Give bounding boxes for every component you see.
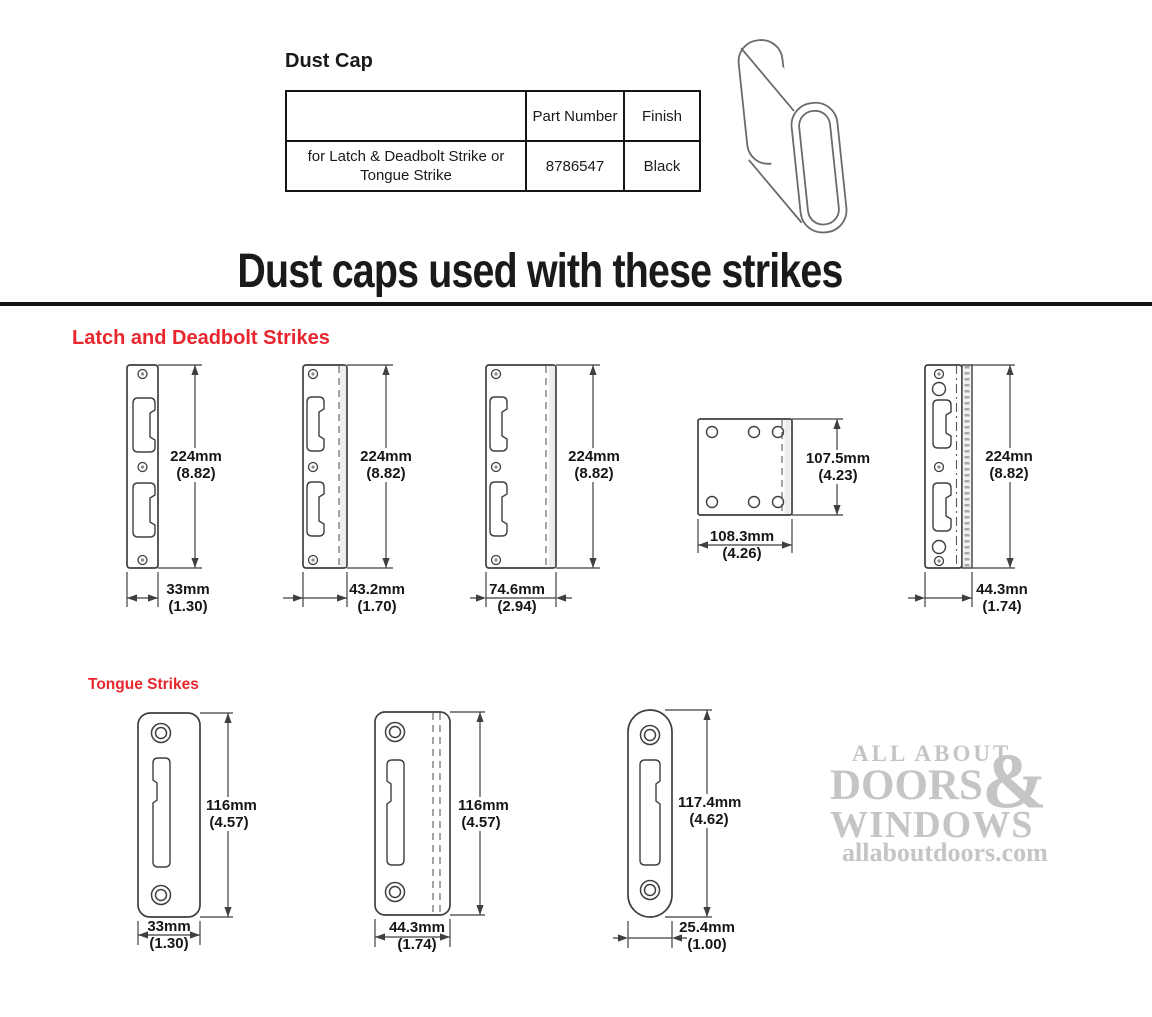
dim-in: (8.82) [160, 465, 232, 482]
table-header-part-number: Part Number [526, 91, 624, 141]
dim-mm: 44.3mn [976, 581, 1028, 598]
dim-mm: 33mm [166, 581, 210, 598]
dim-in: (1.74) [982, 598, 1022, 615]
dim-in: (2.94) [497, 598, 537, 615]
dim-mm: 108.3mm [709, 528, 775, 545]
cell-description: for Latch & Deadbolt Strike or Tongue Strike [286, 141, 526, 191]
dim-mm: 25.4mm [679, 919, 735, 936]
latch-3-width-label [482, 581, 552, 615]
dust-cap-title: Dust Cap [285, 50, 373, 72]
latch-strike-1-diagram [110, 360, 220, 610]
dim-mm: 44.3mm [389, 919, 445, 936]
dim-in: (1.70) [357, 598, 397, 615]
table-header-finish: Finish [624, 91, 700, 141]
tongue-2-width-label [386, 919, 448, 953]
latch-strike-3-diagram [470, 360, 610, 610]
dim-in: (1.30) [149, 935, 189, 952]
dim-mm: 116mm [458, 797, 509, 814]
watermark-line-3: WINDOWS [830, 804, 1034, 846]
dim-mm: 224mm [160, 448, 232, 465]
tongue-1-width-label [139, 918, 199, 952]
dim-in: (8.82) [354, 465, 418, 482]
latch-2-height-label [354, 448, 418, 482]
dim-in: (4.26) [722, 545, 762, 562]
dust-cap-table [285, 90, 701, 192]
dim-mm: 224mn [980, 448, 1038, 465]
tongue-section-heading: Tongue Strikes [88, 676, 199, 693]
divider-rule [0, 302, 1152, 306]
dim-in: (4.57) [204, 814, 254, 831]
latch-5-width-label [970, 581, 1034, 615]
cell-part-number: 8786547 [526, 141, 624, 191]
latch-strike-2-diagram [295, 360, 420, 610]
watermark-url: allaboutdoors.com [842, 838, 1048, 867]
tongue-3-height-label [676, 794, 742, 828]
dim-mm: 107.5mm [800, 450, 876, 467]
dim-in: (4.57) [456, 814, 506, 831]
page-title: Dust caps used with these strikes [237, 245, 843, 298]
latch-strike-5-diagram [910, 360, 1045, 610]
tongue-1-height-label [204, 797, 257, 831]
table-row [286, 141, 700, 191]
watermark-line-1: ALL ABOUT [852, 741, 1012, 766]
table-header-blank [286, 91, 526, 141]
dim-in: (8.82) [980, 465, 1038, 482]
watermark-line-2: DOORS [830, 762, 983, 809]
dim-mm: 224mm [564, 448, 624, 465]
tongue-2-height-label [456, 797, 509, 831]
dim-in: (1.74) [397, 936, 437, 953]
latch-section-heading: Latch and Deadbolt Strikes [72, 327, 330, 349]
latch-4-height-label [800, 450, 876, 484]
dim-mm: 33mm [147, 918, 191, 935]
dim-mm: 74.6mm [489, 581, 545, 598]
dim-mm: 224mm [354, 448, 418, 465]
latch-1-width-label [158, 581, 218, 615]
dim-in: (4.62) [676, 811, 742, 828]
latch-5-height-label [980, 448, 1038, 482]
dust-cap-drawing [735, 25, 855, 250]
watermark-ampersand: & [982, 737, 1047, 824]
dim-in: (1.00) [687, 936, 727, 953]
latch-1-height-label [160, 448, 232, 482]
tongue-3-width-label [674, 919, 740, 953]
latch-4-width-label [702, 528, 782, 562]
latch-2-width-label [346, 581, 408, 615]
dim-mm: 43.2mm [349, 581, 405, 598]
dim-in: (1.30) [168, 598, 208, 615]
dim-mm: 117.4mm [678, 794, 742, 811]
table-header-row [286, 91, 700, 141]
dim-in: (8.82) [564, 465, 624, 482]
dim-mm: 116mm [206, 797, 257, 814]
dim-in: (4.23) [800, 467, 876, 484]
latch-3-height-label [564, 448, 624, 482]
cell-finish: Black [624, 141, 700, 191]
